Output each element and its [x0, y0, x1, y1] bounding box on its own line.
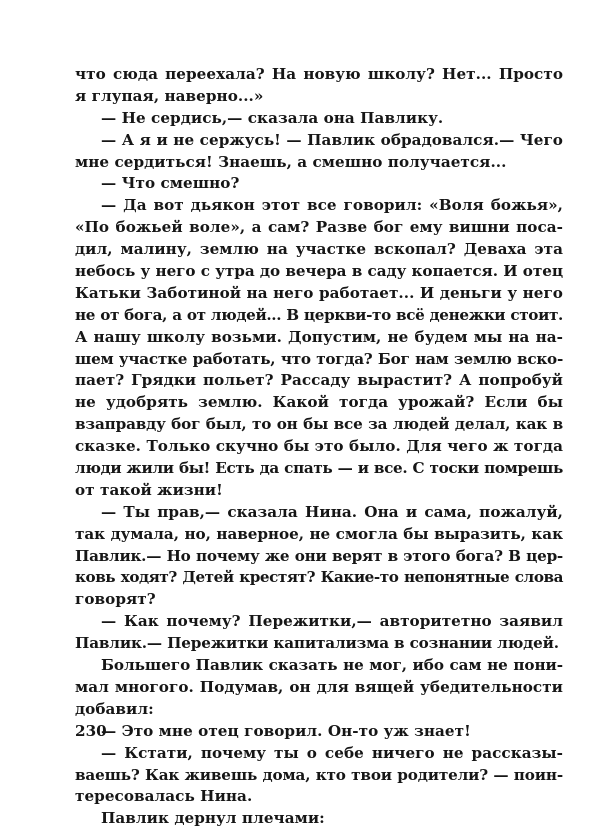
- text-line: Катьки Заботиной на него работает... И деньги у него: [75, 283, 563, 302]
- text-line: не удобрять землю. Какой тогда урожай? Если бы: [75, 393, 563, 412]
- text-line: Павлик.— Но почему же они верят в этого бога? В цер-: [75, 546, 563, 565]
- text-line: ковь ходят? Детей крестят? Какие-то непонятные слова: [75, 568, 563, 587]
- text-line: — Что смешно?: [101, 174, 240, 193]
- text-line: сказке. Только скучно бы это было. Для чего ж тогда: [75, 437, 563, 456]
- text-line: — Как почему? Пережитки,— авторитетно заявил: [101, 612, 563, 631]
- text-line: взаправду бог был, то он бы все за людей делал, как в: [75, 415, 563, 434]
- text-line: я глупая, наверно...»: [75, 86, 264, 105]
- text-line: «По божьей воле», а сам? Разве бог ему вишни поса-: [75, 218, 563, 237]
- text-line: — А я и не сержусь! — Павлик обрадовался.— Чего: [101, 130, 563, 149]
- text-line: — Ты прав,— сказала Нина. Она и сама, пожалуй,: [101, 502, 563, 521]
- text-line: — Это мне отец говорил. Он-то уж знает!: [101, 721, 471, 740]
- text-line: мал многого. Подумав, он для вящей убедительности: [75, 677, 563, 696]
- text-line: А нашу школу возьми. Допустим, не будем мы на на-: [75, 327, 563, 346]
- text-line: небось у него с утра до вечера в саду копается. И отец: [75, 262, 563, 281]
- text-line: ваешь? Как живешь дома, кто твои родители? — поин-: [75, 765, 563, 784]
- text-line: — Кстати, почему ты о себе ничего не рассказы-: [101, 743, 563, 762]
- text-line: дил, малину, землю на участке вскопал? Деваха эта: [75, 240, 563, 259]
- text-line: Большего Павлик сказать не мог, ибо сам не пони-: [101, 656, 563, 675]
- text-line: не от бога, а от людей... В церкви-то всё денежки стоит.: [75, 305, 563, 324]
- text-line: что сюда переехала? На новую школу? Нет... Просто: [75, 65, 563, 83]
- text-line: мне сердиться! Знаешь, а смешно получается...: [75, 152, 507, 171]
- text-line: — Не сердись,— сказала она Павлику.: [101, 108, 444, 127]
- text-line: говорят?: [75, 590, 156, 609]
- page-number: 230: [75, 722, 107, 740]
- text-line: шем участке работать, что тогда? Бог нам землю вско-: [75, 349, 563, 368]
- text-line: от такой жизни!: [75, 480, 223, 499]
- text-line: пает? Грядки польет? Рассаду вырастит? А попробуй: [75, 371, 563, 390]
- text-line: тересовалась Нина.: [75, 787, 253, 806]
- page-text: [75, 64, 563, 830]
- text-line: Павлик.— Пережитки капитализма в сознании людей.: [75, 634, 559, 653]
- text-line: добавил:: [75, 699, 154, 718]
- text-line: люди жили бы! Есть да спать — и все. С тоски помрешь: [75, 459, 563, 478]
- text-line: — Да вот дьякон этот все говорил: «Воля божья»,: [101, 196, 563, 215]
- text-line: Павлик дернул плечами:: [101, 809, 325, 828]
- text-line: так думала, но, наверное, не смогла бы выразить, как: [75, 524, 563, 543]
